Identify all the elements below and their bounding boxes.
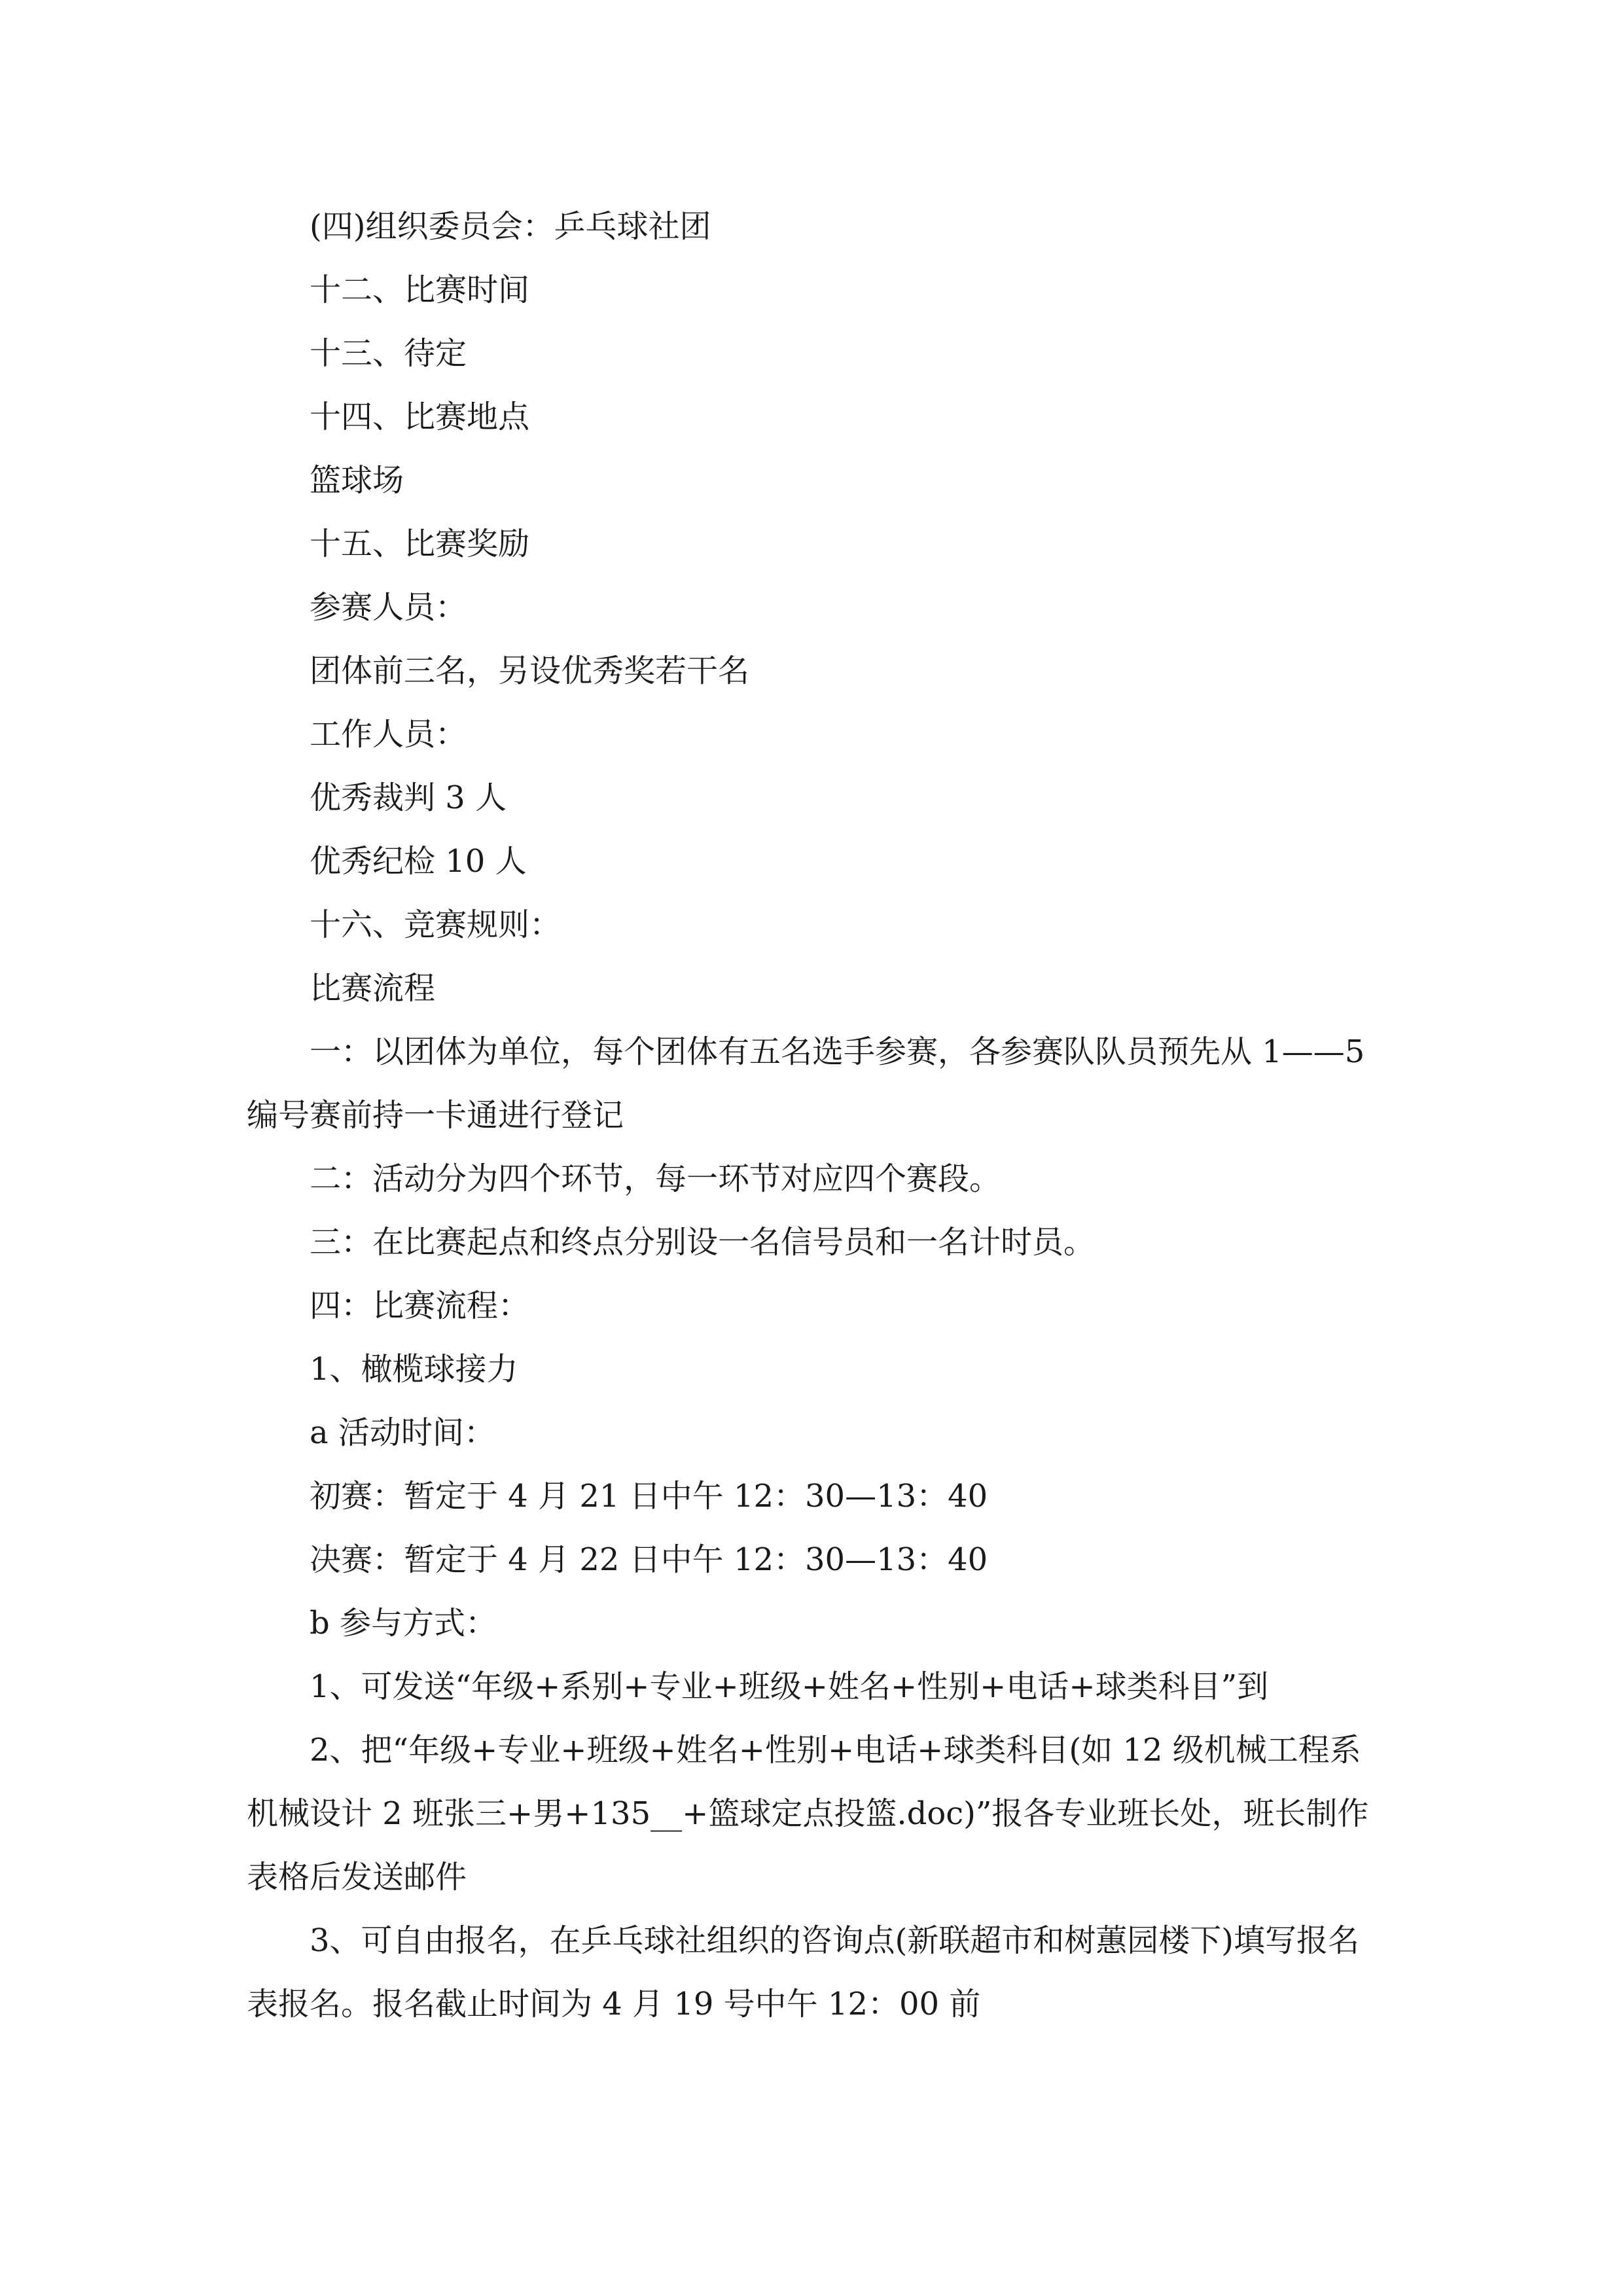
label-participants: 参赛人员： [310,589,467,626]
method-two: 2、把“年级+专业+班级+姓名+性别+电话+球类科目(如 12 级机械工程系机械设计 2 班张三+男+135__+篮球定点投篮.doc)”报各专业班长处，班长制作表格后发送邮件 [247,1732,1369,1895]
method-three: 3、可自由报名，在乒乓球社组织的咨询点(新联超市和树蕙园楼下)填写报名表报名。报名截止时间为 4 月 19 号中午 12：00 前 [247,1922,1359,2022]
paragraph-team-awards: 团体前三名，另设优秀奖若干名 [310,653,750,689]
heading-tbd: 十三、待定 [310,335,467,372]
rule-three: 三：在比赛起点和终点分别设一名信号员和一名计时员。 [310,1224,1096,1261]
label-match-process: 比赛流程 [310,970,436,1007]
label-staff: 工作人员： [310,716,467,753]
label-activity-time: a 活动时间： [310,1414,495,1451]
heading-competition-rules: 十六、竞赛规则： [310,906,562,943]
paragraph-organizing-committee: (四)组织委员会：乒乓球社团 [310,208,711,245]
heading-match-awards: 十五、比赛奖励 [310,526,530,562]
heading-match-time: 十二、比赛时间 [310,272,530,308]
heading-match-venue: 十四、比赛地点 [310,399,530,435]
rule-four: 四：比赛流程： [310,1287,530,1324]
label-participation-method: b 参与方式： [310,1605,497,1641]
paragraph-referee-awards: 优秀裁判 3 人 [310,780,507,816]
item-rugby-relay: 1、橄榄球接力 [310,1351,518,1388]
rule-one: 一：以团体为单位，每个团体有五名选手参赛，各参赛队队员预先从 1——5 编号赛前持一卡通进行登记 [247,1033,1365,1134]
rule-two: 二：活动分为四个环节，每一环节对应四个赛段。 [310,1160,1001,1197]
document-body [247,195,1379,2036]
paragraph-venue: 篮球场 [310,462,404,499]
preliminary-date: 初赛：暂定于 4 月 21 日中午 12：30—13：40 [310,1478,988,1515]
method-one: 1、可发送“年级+系别+专业+班级+姓名+性别+电话+球类科目”到 [310,1668,1269,1705]
final-date: 决赛：暂定于 4 月 22 日中午 12：30—13：40 [310,1541,988,1578]
paragraph-inspector-awards: 优秀纪检 10 人 [310,843,527,880]
